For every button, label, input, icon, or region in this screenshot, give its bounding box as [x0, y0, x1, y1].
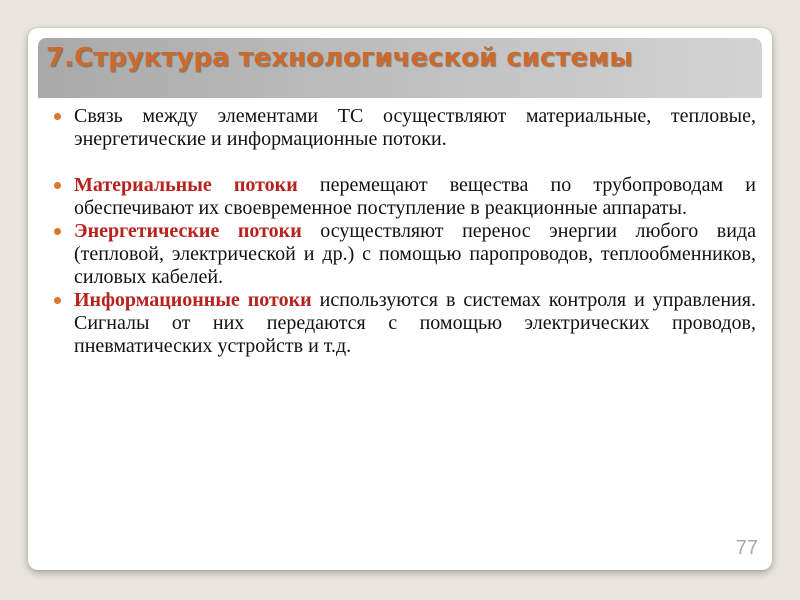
bullet-item — [74, 220, 756, 289]
bullet-item — [74, 174, 756, 220]
bullet-dot-icon — [54, 182, 61, 189]
bullet-text: используются в системах контроля и управления. Сигналы от них передаются с помощью электрических проводов, пневматических устройств и т.д. — [74, 289, 756, 357]
title-bar — [38, 38, 762, 98]
bullet-text: перемещают вещества по трубопроводам и обеспечивают их своевременное поступление в реакционные аппараты. — [74, 174, 756, 219]
page-number: 77 — [735, 537, 758, 559]
bullet-term: Материальные потоки — [74, 174, 298, 196]
bullet-text: Связь между элементами ТС осуществляют материальные, тепловые, энергетические и информационные потоки. — [74, 105, 756, 150]
bullet-dot-icon — [54, 228, 61, 235]
bullet-dot-icon — [54, 113, 61, 120]
bullet-spacer — [74, 151, 756, 174]
bullet-term: Информационные потоки — [74, 289, 312, 311]
slide — [28, 28, 772, 570]
bullet-dot-icon — [54, 297, 61, 304]
bullet-list — [74, 105, 756, 358]
bullet-item — [74, 289, 756, 358]
bullet-term: Энергетические потоки — [74, 220, 302, 242]
bullet-item — [74, 105, 756, 151]
bullet-text: осуществляют перенос энергии любого вида (тепловой, электрической и др.) с помощью паропроводов, теплообменников, силовых кабелей. — [74, 220, 756, 288]
slide-title: 7.Структура технологической системы — [46, 43, 633, 73]
